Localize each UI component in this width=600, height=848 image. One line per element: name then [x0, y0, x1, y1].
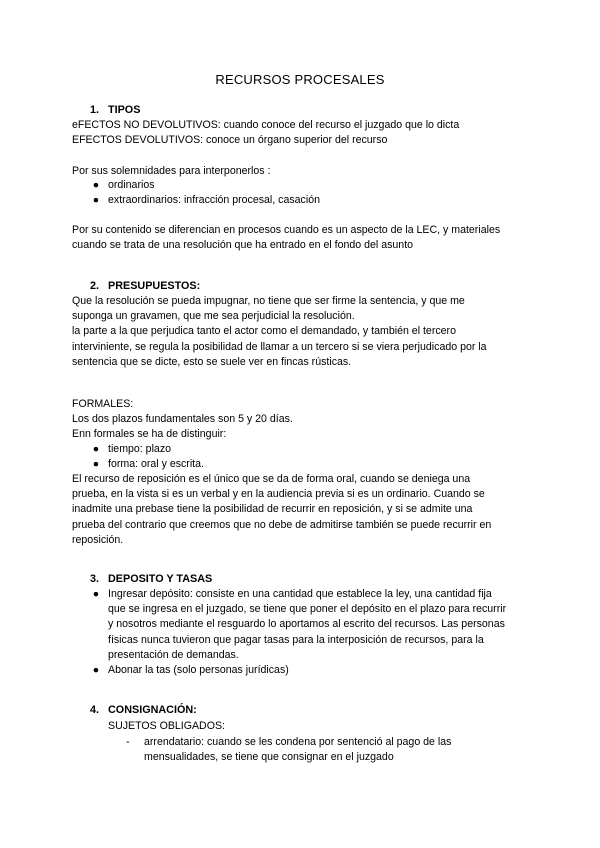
text-line: Ingresar depósito: consiste en una cantidad que establece la ley, una cantidad fija — [108, 588, 492, 600]
text-line: mensualidades, se tiene que consignar en el juzgado — [144, 751, 394, 764]
text-line: prueba, en la vista si es un verbal y en la audiencia previa si es un ordinario. Cuando se — [72, 488, 485, 501]
section-number: 4. — [90, 704, 100, 716]
page-title: RECURSOS PROCESALES — [215, 72, 385, 87]
reposicion-text — [72, 472, 532, 548]
section-number: 2. — [90, 280, 100, 292]
text-line: El recurso de reposición es el único que se da de forma oral, cuando se deniega una — [72, 473, 471, 485]
section-title: PRESUPUESTOS: — [108, 280, 201, 292]
deposito-list — [90, 587, 530, 678]
contenido-text — [72, 223, 532, 253]
dash-icon: - — [126, 736, 130, 748]
text-line: Que la resolución se pueda impugnar, no tiene que ser firme la sentencia, y que me — [72, 295, 465, 307]
text-line: Por su contenido se diferencian en procesos cuando es un aspecto de la LEC, y materiales — [72, 224, 501, 236]
bullet-icon: ● — [92, 664, 100, 677]
bullet-icon: ● — [92, 443, 100, 455]
solemnidades-list — [90, 178, 530, 208]
section-heading-tipos — [90, 104, 140, 116]
arrendatario-item — [126, 735, 526, 765]
formales-text — [72, 397, 532, 443]
list-item: ● Abonar la tas (solo personas jurídicas) — [90, 663, 530, 678]
list-item: ● forma: oral y escrita. — [90, 457, 530, 472]
tipos-efectos — [72, 118, 532, 148]
text-line: eFECTOS NO DEVOLUTIVOS: cuando conoce del recurso el juzgado que lo dicta — [72, 119, 460, 131]
text-line: FORMALES: — [72, 398, 134, 410]
text-line: Los dos plazos fundamentales son 5 y 20 días. — [72, 413, 293, 426]
text-line: la parte a la que perjudica tanto el actor como el demandado, y también el tercero — [72, 325, 456, 338]
list-item: ● tiempo: plazo — [90, 442, 530, 457]
section-title: CONSIGNACIÓN: — [108, 704, 197, 716]
section-number: 1. — [90, 104, 100, 116]
list-item: ● extraordinarios: infracción procesal, casación — [90, 193, 530, 208]
text-line: presentación de demandas. — [108, 648, 239, 661]
bullet-icon: ● — [92, 194, 100, 207]
text-line: Enn formales se ha de distinguir: — [72, 428, 227, 441]
text-line: reposición. — [72, 533, 124, 546]
list-item: ● ordinarios — [90, 178, 530, 193]
section-title: DEPOSITO Y TASAS — [108, 573, 213, 585]
text-line: EFECTOS DEVOLUTIVOS: conoce un órgano superior del recurso — [72, 134, 388, 147]
text-line: arrendatario: cuando se les condena por sentenció al pago de las — [144, 736, 452, 748]
formales-list — [90, 442, 530, 472]
section-number: 3. — [90, 573, 100, 585]
bullet-icon: ● — [92, 588, 100, 600]
section-heading-deposito — [90, 573, 212, 585]
list-item — [90, 587, 530, 663]
text-line: y nosotros mediante el resguardo lo aportamos al escrito del recursos. Las personas — [108, 618, 505, 631]
text-line: prueba del contrario que creemos que no debe de admitirse también se puede recurrir en — [72, 518, 492, 531]
section-title: TIPOS — [108, 104, 141, 116]
text-line: suponga un gravamen, que me sea perjudicial la resolución. — [72, 310, 355, 323]
bullet-icon: ● — [92, 458, 100, 471]
text-line: interviniente, se regula la posibilidad de llamar a un tercero si se viera perjudicado por la — [72, 340, 487, 353]
solemnidades-text — [72, 164, 532, 179]
section-heading-consignacion — [90, 704, 197, 716]
text-line: que se ingresa en el juzgado, se tiene que poner el depósito en el plazo para recurrir — [108, 603, 507, 616]
text-line: cuando se trata de una resolución que ha entrado en el fondo del asunto — [72, 239, 414, 252]
section-heading-presupuestos — [90, 280, 200, 292]
text-line: Por sus solemnidades para interponerlos : — [72, 165, 271, 177]
text-line: inadmite una prebase tiene la posibilidad de recurrir en reposición, y si se admite una — [72, 503, 473, 516]
text-line: físicas nunca tuvieron que pagar tasas para la interposición de recursos, para la — [108, 633, 484, 646]
presupuestos-text — [72, 294, 532, 370]
text-line: sentencia que se dicte, esto se suele ver en fincas rústicas. — [72, 355, 352, 368]
bullet-icon: ● — [92, 179, 100, 191]
sujetos-obligados: SUJETOS OBLIGADOS: — [108, 720, 225, 732]
